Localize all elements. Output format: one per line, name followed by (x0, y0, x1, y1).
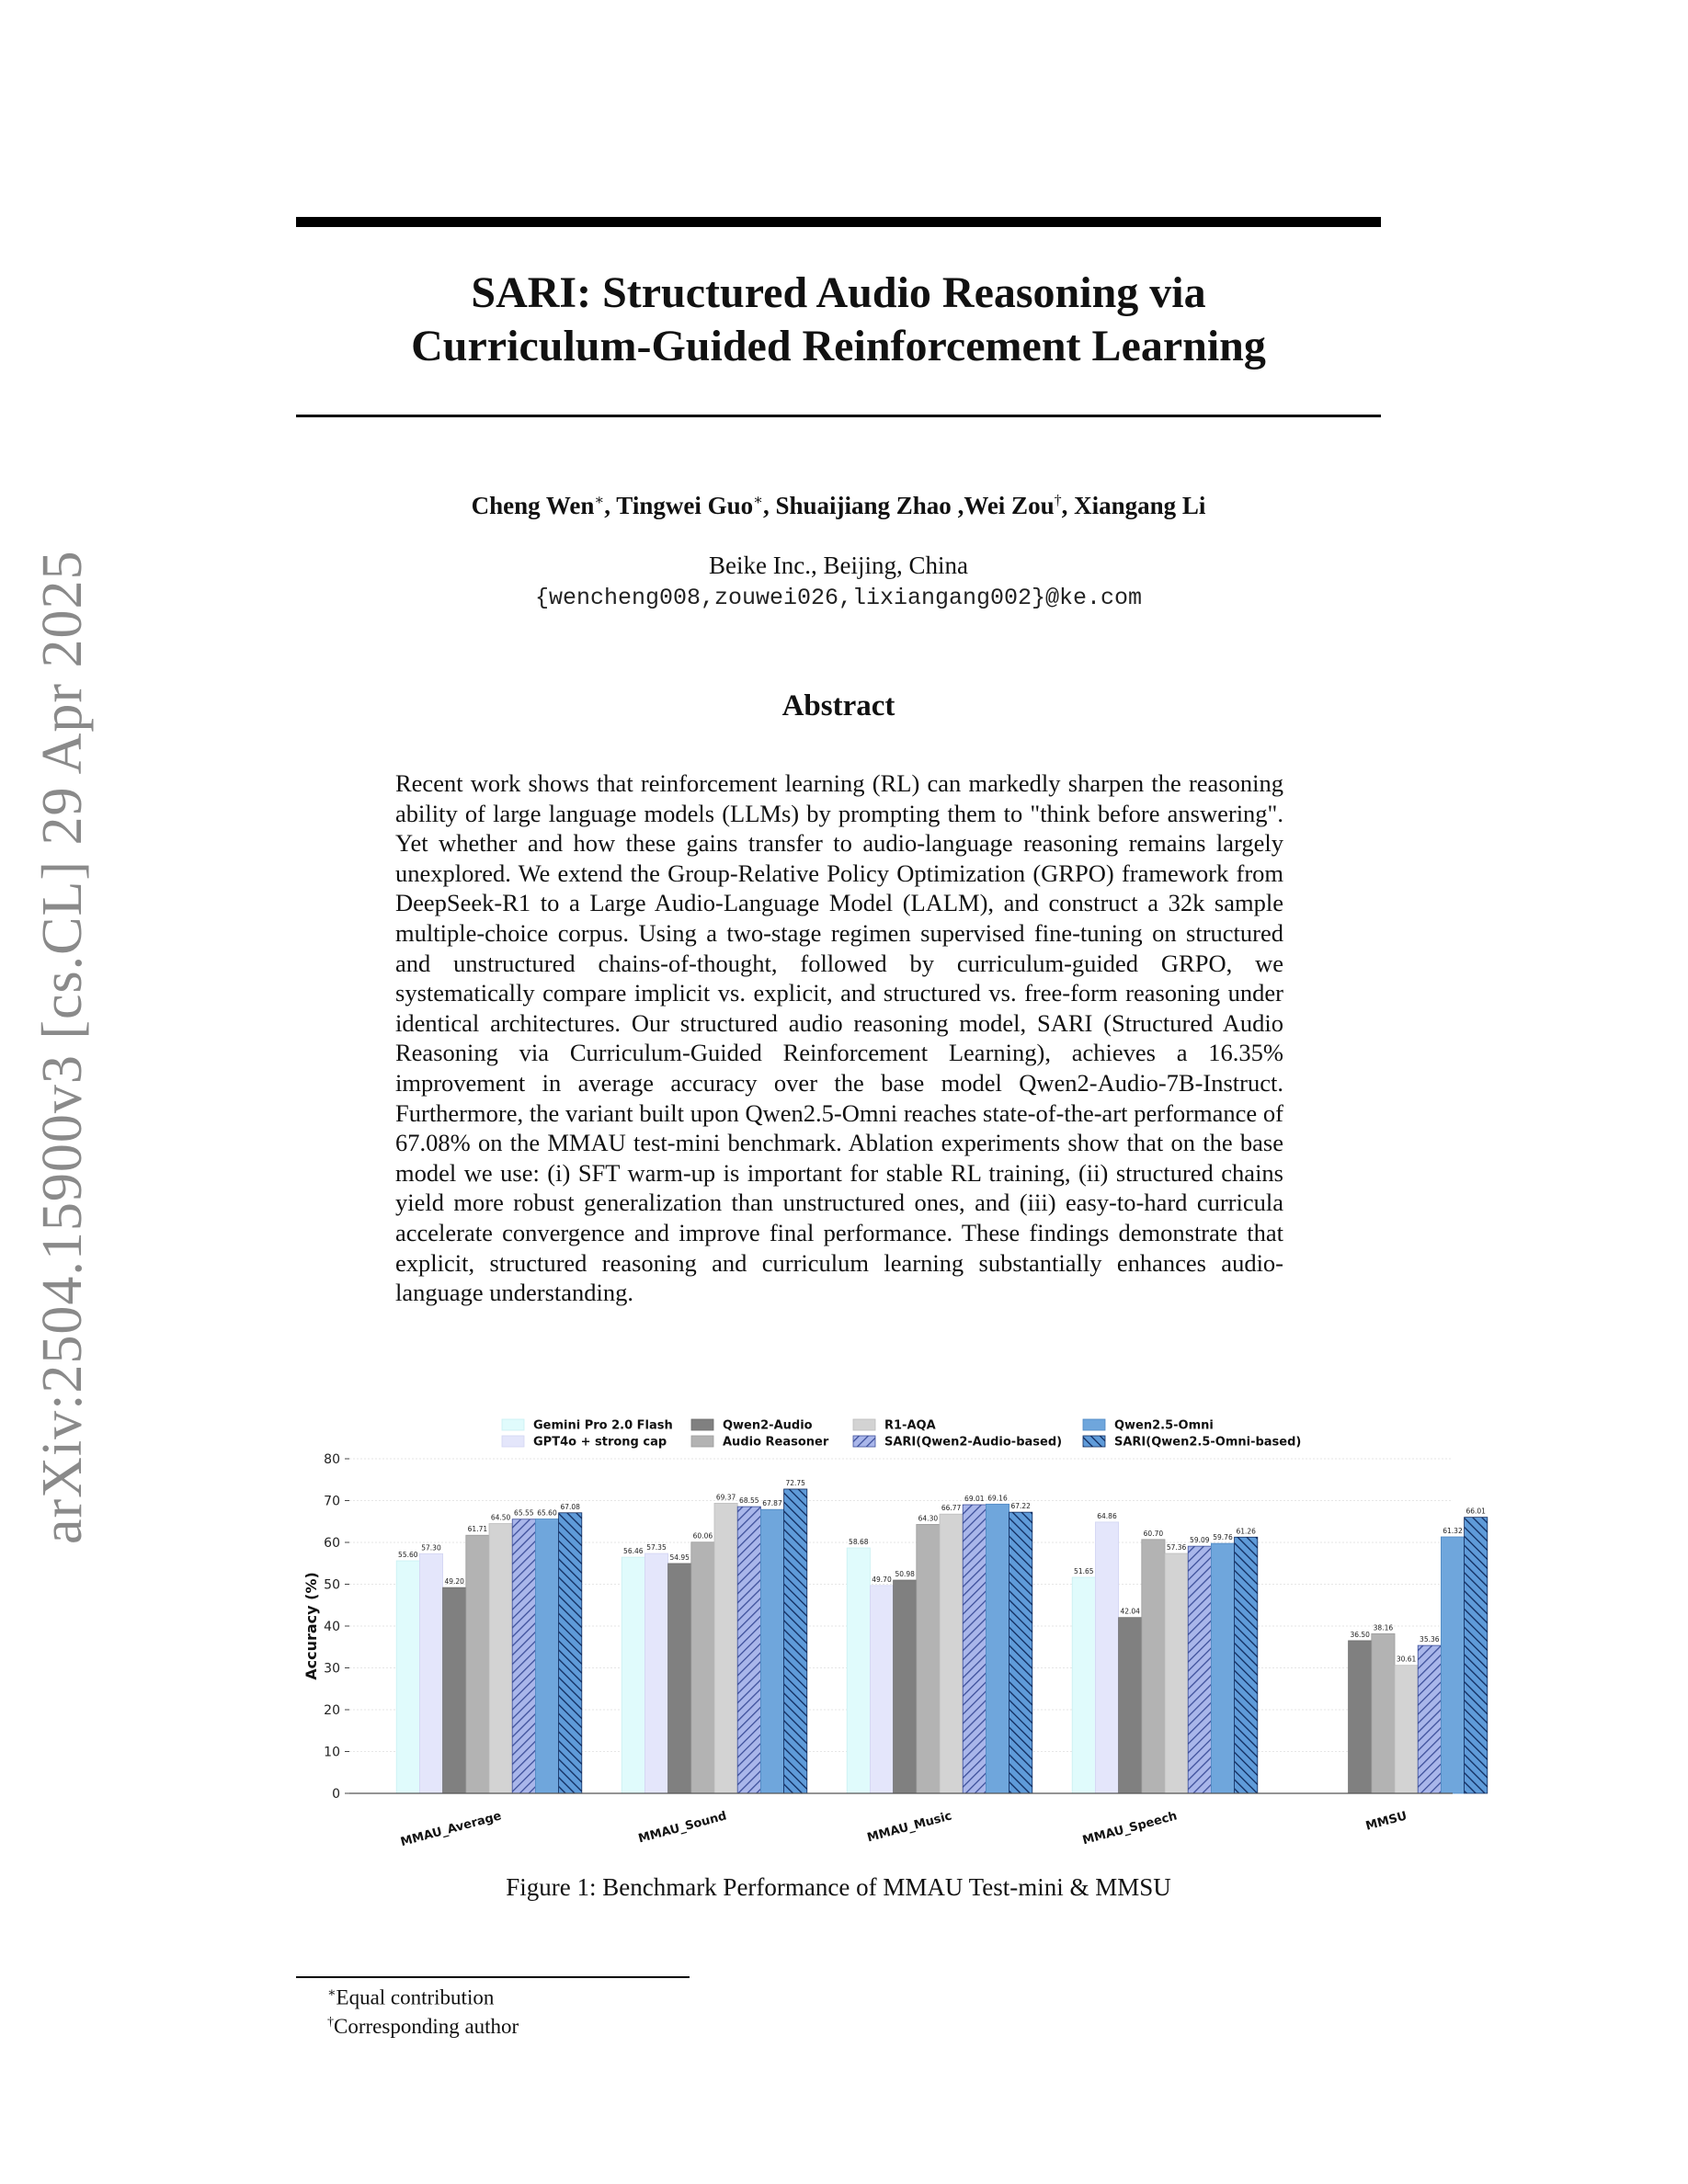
bar-value-label: 57.36 (1166, 1543, 1187, 1553)
bar-value-label: 61.32 (1443, 1526, 1463, 1535)
abstract-heading: Abstract (781, 689, 895, 722)
bar (847, 1548, 870, 1793)
legend-swatch (1083, 1419, 1105, 1430)
legend-swatch (691, 1436, 713, 1447)
bar (784, 1489, 807, 1793)
bar (419, 1553, 442, 1793)
affiliation: Beike Inc., Beijing, China (709, 552, 968, 579)
arxiv-stamp[interactable]: arXiv:2504.15900v3 [cs.CL] 29 Apr 2025 (31, 550, 94, 1544)
figure-1 (296, 1416, 1491, 1871)
y-axis-label: Accuracy (%) (302, 1572, 320, 1680)
author-mark: ∗ (753, 493, 763, 508)
bar (668, 1564, 691, 1793)
bar-value-label: 64.86 (1097, 1511, 1117, 1520)
bar-value-label: 42.04 (1120, 1607, 1140, 1616)
bar (466, 1535, 489, 1793)
bar-value-label: 65.55 (514, 1508, 534, 1518)
top-rule (296, 217, 1381, 227)
bar-value-label: 61.71 (467, 1525, 488, 1534)
bar-value-label: 55.60 (398, 1551, 418, 1560)
email-address[interactable]: {wencheng008,zouwei026,lixiangang002}@ke.com (534, 585, 1143, 611)
bar-value-label: 64.50 (490, 1513, 511, 1522)
figure-caption: Figure 1: Benchmark Performance of MMAU Test-mini & MMSU (506, 1873, 1171, 1901)
title-bottom-rule (296, 415, 1381, 417)
bar (1211, 1543, 1234, 1793)
bar (1441, 1537, 1464, 1793)
bar (1188, 1546, 1211, 1793)
author-name: Tingwei Guo (616, 492, 754, 519)
bar (894, 1580, 917, 1793)
bar-value-label: 66.77 (941, 1504, 962, 1513)
bar-value-label: 67.08 (560, 1502, 580, 1511)
bar (1235, 1537, 1258, 1793)
bar (870, 1586, 893, 1793)
bar (760, 1509, 783, 1793)
bar (1465, 1518, 1488, 1793)
bar (1418, 1645, 1441, 1793)
bar (917, 1524, 940, 1793)
bar-value-label: 38.16 (1373, 1623, 1394, 1632)
legend-swatch (1083, 1436, 1105, 1447)
footnote-text: Equal contribution (336, 1985, 495, 2009)
bar-value-label: 66.01 (1466, 1507, 1486, 1516)
x-tick-label: MMAU_Sound (636, 1809, 729, 1847)
bar-value-label: 56.46 (623, 1547, 644, 1556)
paper-title (296, 267, 1381, 373)
bar (1009, 1512, 1032, 1793)
bar-value-label: 68.55 (739, 1496, 759, 1506)
y-tick-label: 30 (324, 1661, 340, 1677)
bar-value-label: 61.26 (1236, 1527, 1256, 1536)
bar-chart (296, 1416, 1491, 1866)
legend-label: Qwen2.5-Omni (1114, 1418, 1214, 1433)
bar-value-label: 49.20 (444, 1577, 464, 1587)
legend-label: R1-AQA (884, 1418, 936, 1433)
x-tick-label: MMAU_Speech (1080, 1809, 1180, 1848)
bar-value-label: 50.98 (895, 1570, 915, 1579)
bar (559, 1513, 582, 1793)
y-tick-label: 20 (324, 1703, 340, 1718)
abstract-text: Recent work shows that reinforcement learning (RL) can markedly sharpen the reasoning ability of large language models (LLMs) by prompting them to "think before answering". Yet whether and how these gains transfer to audio-language reasoning remains largely unexplored. We extend the Group-Relative Policy Optimization (GRPO) framework from DeepSeek-R1 to a Large Audio-Language Model (LALM), and construct a 32k sample multiple-choice corpus. Using a two-stage regimen supervised fine-tuning on structured and unstructured chains-of-thought, followed by curriculum-guided GRPO, we systematically compare implicit vs. explicit, and structured vs. free-form reasoning under identical architectures. Our structured audio reasoning model, SARI (Structured Audio Reasoning via Curriculum-Guided Reinforcement Learning), achieves a 16.35% improvement in average accuracy over the base model Qwen2-Audio-7B-Instruct. Furthermore, the variant built upon Qwen2.5-Omni reaches state-of-the-art performance of 67.08% on the MMAU test-mini benchmark. Ablation experiments show that on the base model we use: (i) SFT warm-up is important for stable RL training, (ii) structured chains yield more robust generalization than unstructured ones, and (iii) easy-to-hard curricula accelerate convergence and improve final performance. These findings demonstrate that explicit, structured reasoning and curriculum learning substantially enhances audio-language understanding. (395, 769, 1283, 1307)
bar-value-label: 59.76 (1213, 1533, 1233, 1542)
footnote-rule (296, 1976, 690, 1978)
y-tick-label: 40 (324, 1620, 340, 1634)
footnote-1 (327, 1985, 494, 2010)
title-line-2: Curriculum-Guided Reinforcement Learning (411, 322, 1266, 370)
footnote-mark: † (327, 2015, 334, 2030)
legend-label: Qwen2-Audio (723, 1418, 813, 1433)
legend-swatch (691, 1419, 713, 1430)
author-list: Cheng Wen∗, Tingwei Guo∗, Shuaijiang Zhao ,Wei Zou†, Xiangang Li (471, 492, 1206, 519)
bar-value-label: 60.70 (1143, 1529, 1164, 1538)
bar (940, 1514, 963, 1793)
bar (1072, 1577, 1095, 1793)
author-name: Shuaijiang Zhao (775, 492, 952, 519)
y-tick-label: 50 (324, 1577, 340, 1593)
bar-value-label: 57.35 (646, 1543, 667, 1553)
legend-swatch (502, 1419, 524, 1430)
bar (644, 1553, 667, 1793)
bar-value-label: 59.09 (1190, 1536, 1210, 1545)
bar (396, 1561, 419, 1793)
bar-value-label: 51.65 (1074, 1566, 1094, 1575)
footnote-2 (327, 2015, 519, 2039)
bar (512, 1519, 535, 1793)
bar-value-label: 64.30 (918, 1514, 939, 1523)
chart-legend (502, 1419, 1301, 1450)
bar-value-label: 30.61 (1396, 1655, 1417, 1664)
bar (1142, 1540, 1165, 1793)
chart-bars (396, 1479, 1488, 1793)
bar-value-label: 58.68 (849, 1538, 869, 1547)
bar-value-label: 69.37 (715, 1493, 736, 1502)
legend-label: Audio Reasoner (723, 1435, 829, 1450)
x-tick-label: MMSU (1363, 1809, 1409, 1834)
legend-label: GPT4o + strong cap (533, 1435, 667, 1450)
author-mark: † (1054, 493, 1062, 508)
x-tick-label: MMAU_Average (399, 1809, 504, 1850)
x-tick-label: MMAU_Music (865, 1809, 954, 1846)
bar-value-label: 35.36 (1420, 1635, 1440, 1644)
title-line-1: SARI: Structured Audio Reasoning via (471, 268, 1206, 317)
bar (443, 1587, 466, 1793)
bar (1119, 1618, 1142, 1793)
bar (535, 1519, 558, 1793)
footnote-text: Corresponding author (334, 2015, 519, 2038)
bar (1095, 1522, 1118, 1793)
legend-swatch (853, 1436, 875, 1447)
bar-value-label: 67.87 (762, 1499, 782, 1508)
bar (714, 1503, 737, 1793)
bar-value-label: 69.01 (964, 1495, 985, 1504)
legend-swatch (853, 1419, 875, 1430)
bar (489, 1524, 512, 1793)
bar (737, 1507, 760, 1793)
author-mark: ∗ (594, 493, 605, 508)
legend-label: Gemini Pro 2.0 Flash (533, 1418, 673, 1433)
bar-value-label: 49.70 (872, 1575, 892, 1584)
bar-value-label: 60.06 (692, 1531, 713, 1541)
bar (986, 1504, 1009, 1793)
author-name: Cheng Wen (471, 492, 595, 519)
bar-value-label: 72.75 (785, 1478, 805, 1487)
y-tick-label: 60 (324, 1536, 340, 1551)
bar (691, 1542, 714, 1793)
bar-value-label: 65.60 (537, 1508, 557, 1518)
legend-label: SARI(Qwen2.5-Omni-based) (1114, 1435, 1302, 1450)
bar-value-label: 69.16 (987, 1494, 1008, 1503)
bar-value-label: 67.22 (1010, 1502, 1031, 1511)
y-tick-label: 70 (324, 1494, 340, 1509)
author-name: Wei Zou (964, 492, 1055, 519)
bar (1165, 1553, 1188, 1793)
bar-value-label: 57.30 (421, 1543, 441, 1553)
y-tick-label: 80 (324, 1452, 340, 1467)
y-tick-label: 10 (324, 1745, 340, 1760)
bar (1372, 1633, 1395, 1793)
y-tick-label: 0 (332, 1787, 340, 1802)
bar (622, 1557, 644, 1793)
author-name: Xiangang Li (1074, 492, 1206, 519)
legend-swatch (502, 1436, 524, 1447)
bar (963, 1505, 986, 1793)
legend-label: SARI(Qwen2-Audio-based) (884, 1435, 1063, 1450)
bar (1349, 1641, 1372, 1793)
bar-value-label: 36.50 (1350, 1630, 1370, 1639)
bar-value-label: 54.95 (669, 1553, 690, 1562)
bar (1395, 1666, 1418, 1793)
footnote-mark: ∗ (327, 1986, 336, 2000)
